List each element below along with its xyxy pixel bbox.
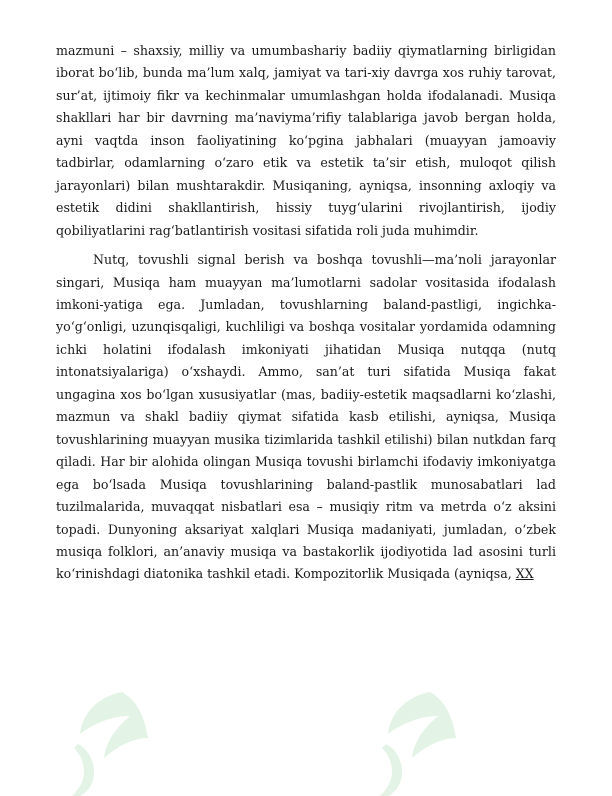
watermark-logo-icon <box>70 686 150 796</box>
paragraph-text: Nutq, tovushli signal berish va boshqa tovushli—ma’noli jarayonlar singari, Musiqa ham muayyan ma’lumotlarni sadolar vositasida ifodalash imkoni-yatiga ega. Jumladan, tovushlarning baland-pastligi, ingichka-yo‘g‘onligi, uzunqisqaligi, kuchliligi va boshqa vositalar yordamida odamning ichki holatini ifodalash imkoniyati jihatidan Musiqa nutqqa (nutq intonatsiyalariga) o‘xshaydi. Ammo, san’at turi sifatida Musiqa fakat ungagina xos bo‘lgan xususiyatlar (mas, badiiy-estetik maqsadlarni ko‘zlashi, mazmun va shakl badiiy qiymat sifatida kasb etilishi, ayniqsa, Musiqa tovushlarining muayyan musika tizimlarida tashkil etilishi) bilan nutkdan farq qiladi. Har bir alohida olingan Musiqa tovushi birlamchi ifodaviy imkoniyatga ega bo‘lsada Musiqa tovushlarining baland-pastlik munosabatlari lad tuzilmalarida, muvaqqat nisbatlari esa – musiqiy ritm va metrda o‘z aksini topadi. Dunyoning aksariyat xalqlari Musiqa madaniyati, jumladan, o‘zbek musiqa folklori, an’anaviy musiqa va bastakorlik ijodiyotida lad asosini turli ko‘rinishdagi diatonika tashkil etadi. Kompozitorlik Musiqada (ayniqsa, <box>56 252 556 582</box>
paragraph <box>56 249 556 586</box>
paragraph <box>56 40 556 242</box>
document-page <box>56 40 556 586</box>
underlined-text: XX <box>515 566 534 582</box>
watermark-logo-icon <box>378 686 458 796</box>
paragraph-text: mazmuni – shaxsiy, milliy va umumbashariy badiiy qiymatlarning birligidan iborat bo‘lib, bunda ma’lum xalq, jamiyat va tari-xiy davrga xos ruhiy tarovat, sur’at, ijtimoiy fikr va kechinmalar umumlashgan holda ifodalanadi. Musiqa shakllari har bir davrning ma’naviyma’rifiy talablariga javob bergan holda, ayni vaqtda inson faoliyatining ko‘pgina jabhalari (muayyan jamoaviy tadbirlar, odamlarning o‘zaro etik va estetik ta’sir etish, muloqot qilish jarayonlari) bilan mushtarakdir. Musiqaning, ayniqsa, insonning axloqiy va estetik didini shakllantirish, hissiy tuyg‘ularini rivojlantirish, ijodiy qobiliyatlarini rag‘batlantirish vositasi sifatida roli juda muhimdir. <box>56 43 556 238</box>
